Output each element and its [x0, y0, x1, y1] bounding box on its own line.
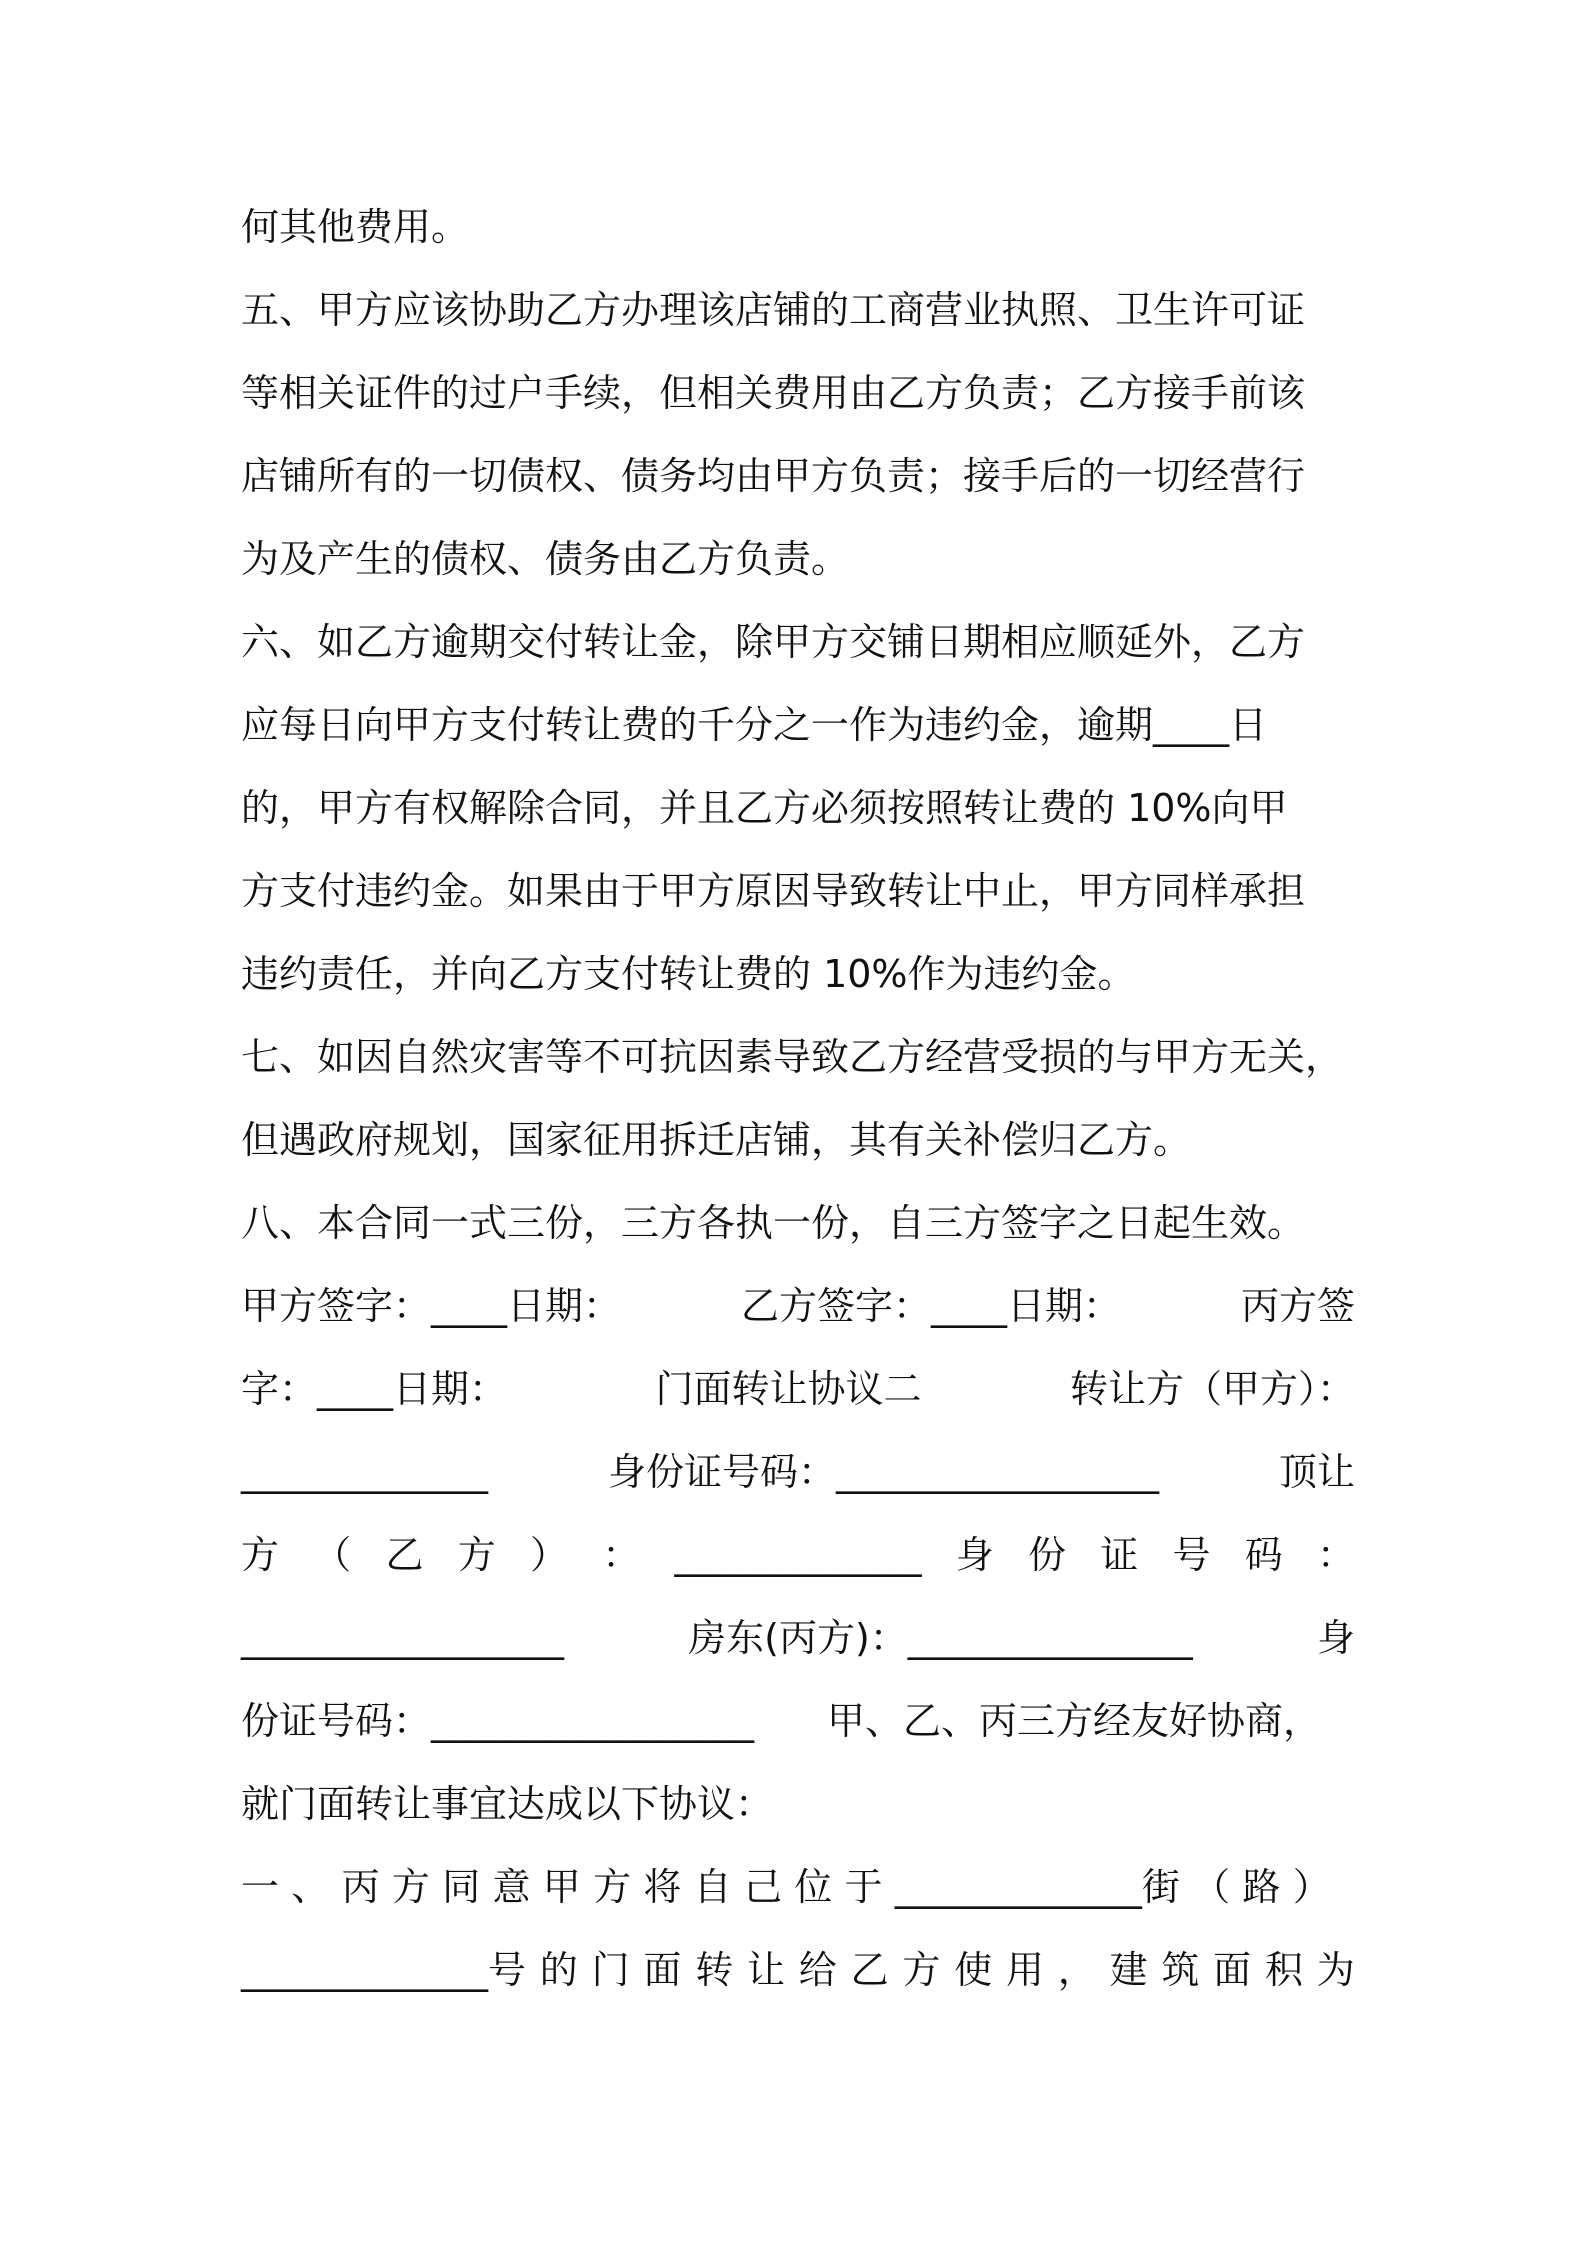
char: 、 — [291, 1865, 330, 1909]
text-line-5: 为及产生的债权、债务由乙方负责。 — [241, 537, 850, 581]
agreement-two-title: 门面转让协议二 — [655, 1367, 922, 1411]
char: （ — [313, 1533, 352, 1577]
party-b-signature: 乙方签字：____日期： — [740, 1284, 1121, 1328]
char: 意 — [492, 1865, 531, 1909]
landlord-id-start: 身 — [1316, 1616, 1355, 1660]
landlord-line — [241, 1614, 1355, 1662]
agreement-two-header-line — [241, 1365, 1355, 1413]
char: 方 — [457, 1533, 496, 1577]
clause-one-line-2 — [241, 1946, 1355, 1994]
landlord-field: 房东(丙方)：_______________ — [688, 1616, 1193, 1660]
transferee-label-start: 顶让 — [1278, 1450, 1355, 1494]
char: 乙 — [385, 1533, 424, 1577]
text-line-2: 五、甲方应该协助乙方办理该店铺的工商营业执照、卫生许可证 — [241, 288, 1306, 332]
char: ： — [1316, 1533, 1355, 1577]
transferor-label: 转让方（甲方）： — [1069, 1367, 1355, 1411]
char: 建 — [1109, 1948, 1148, 1992]
char: 号 — [1172, 1533, 1211, 1577]
text-line-8: 的，甲方有权解除合同，并且乙方必须按照转让费的 10%向甲 — [241, 786, 1288, 830]
char: 于 — [844, 1865, 883, 1909]
street-blank: _____________街 — [894, 1865, 1180, 1909]
party-a-signature: 甲方签字：____日期： — [241, 1284, 622, 1328]
char: 给 — [798, 1948, 837, 1992]
transferee-id-blank: _________________ — [241, 1616, 564, 1660]
text-line-13: 八、本合同一式三份，三方各执一份，自三方签字之日起生效。 — [241, 1201, 1306, 1245]
text-line-1: 何其他费用。 — [241, 205, 470, 249]
char: 方 — [241, 1533, 280, 1577]
char: 转 — [695, 1948, 734, 1992]
char: （ — [1192, 1865, 1231, 1909]
transferor-blank: _____________ — [241, 1450, 488, 1494]
char: 门 — [591, 1948, 630, 1992]
text-line-6: 六、如乙方逾期交付转让金，除甲方交铺日期相应顺延外，乙方 — [241, 620, 1306, 664]
char: 同 — [442, 1865, 481, 1909]
char: ） — [530, 1533, 569, 1577]
char: 己 — [743, 1865, 782, 1909]
char: 方 — [902, 1948, 941, 1992]
transferor-id-line — [241, 1448, 1355, 1496]
text-line-7: 应每日向甲方支付转让费的千分之一作为违约金，逾期____日 — [241, 703, 1268, 747]
party-c-signature-start: 丙方签 — [1240, 1284, 1355, 1328]
char: 积 — [1264, 1948, 1303, 1992]
transferee-line — [241, 1531, 1355, 1579]
char: 使 — [954, 1948, 993, 1992]
char: 为 — [1316, 1948, 1355, 1992]
party-c-signature-end: 字：____日期： — [241, 1367, 508, 1411]
landlord-id-line — [241, 1697, 1321, 1745]
transferor-id: 身份证号码：_________________ — [607, 1450, 1159, 1494]
char: 让 — [746, 1948, 785, 1992]
text-line-4: 店铺所有的一切债权、债务均由甲方负责；接手后的一切经营行 — [241, 454, 1306, 498]
char: 丙 — [341, 1865, 380, 1909]
char: 证 — [1100, 1533, 1139, 1577]
clause-one-line — [241, 1863, 1331, 1911]
text-line-12: 但遇政府规划，国家征用拆迁店铺，其有关补偿归乙方。 — [241, 1118, 1192, 1162]
char: 份 — [1027, 1533, 1066, 1577]
number-blank: _____________号 — [241, 1948, 527, 1992]
char: ： — [602, 1533, 641, 1577]
char: 甲 — [542, 1865, 581, 1909]
char: 筑 — [1161, 1948, 1200, 1992]
char: 位 — [794, 1865, 833, 1909]
text-line-3: 等相关证件的过户手续，但相关费用由乙方负责；乙方接手前该 — [241, 371, 1306, 415]
text-line-tail-1: 就门面转让事宜达成以下协议： — [241, 1782, 774, 1826]
transferee-blank: _____________ — [674, 1533, 922, 1577]
text-line-11: 七、如因自然灾害等不可抗因素导致乙方经营受损的与甲方无关， — [241, 1035, 1344, 1079]
char: ， — [1057, 1948, 1096, 1992]
char: 方 — [391, 1865, 430, 1909]
char: 将 — [643, 1865, 682, 1909]
char: 乙 — [850, 1948, 889, 1992]
negotiation-text: 甲、乙、丙三方经友好协商， — [826, 1699, 1321, 1743]
char: 方 — [593, 1865, 632, 1909]
char: 一 — [241, 1865, 280, 1909]
char: 面 — [1213, 1948, 1252, 1992]
char: ） — [1292, 1865, 1331, 1909]
text-line-9: 方支付违约金。如果由于甲方原因导致转让中止，甲方同样承担 — [241, 869, 1306, 913]
char: 面 — [643, 1948, 682, 1992]
char: 用 — [1005, 1948, 1044, 1992]
char: 自 — [693, 1865, 732, 1909]
char: 路 — [1242, 1865, 1281, 1909]
char: 码 — [1244, 1533, 1283, 1577]
char: 身 — [955, 1533, 994, 1577]
signature-line — [241, 1282, 1355, 1330]
text-line-10: 违约责任，并向乙方支付转让费的 10%作为违约金。 — [241, 952, 1136, 996]
landlord-id: 份证号码：_________________ — [241, 1699, 755, 1743]
char: 的 — [539, 1948, 578, 1992]
